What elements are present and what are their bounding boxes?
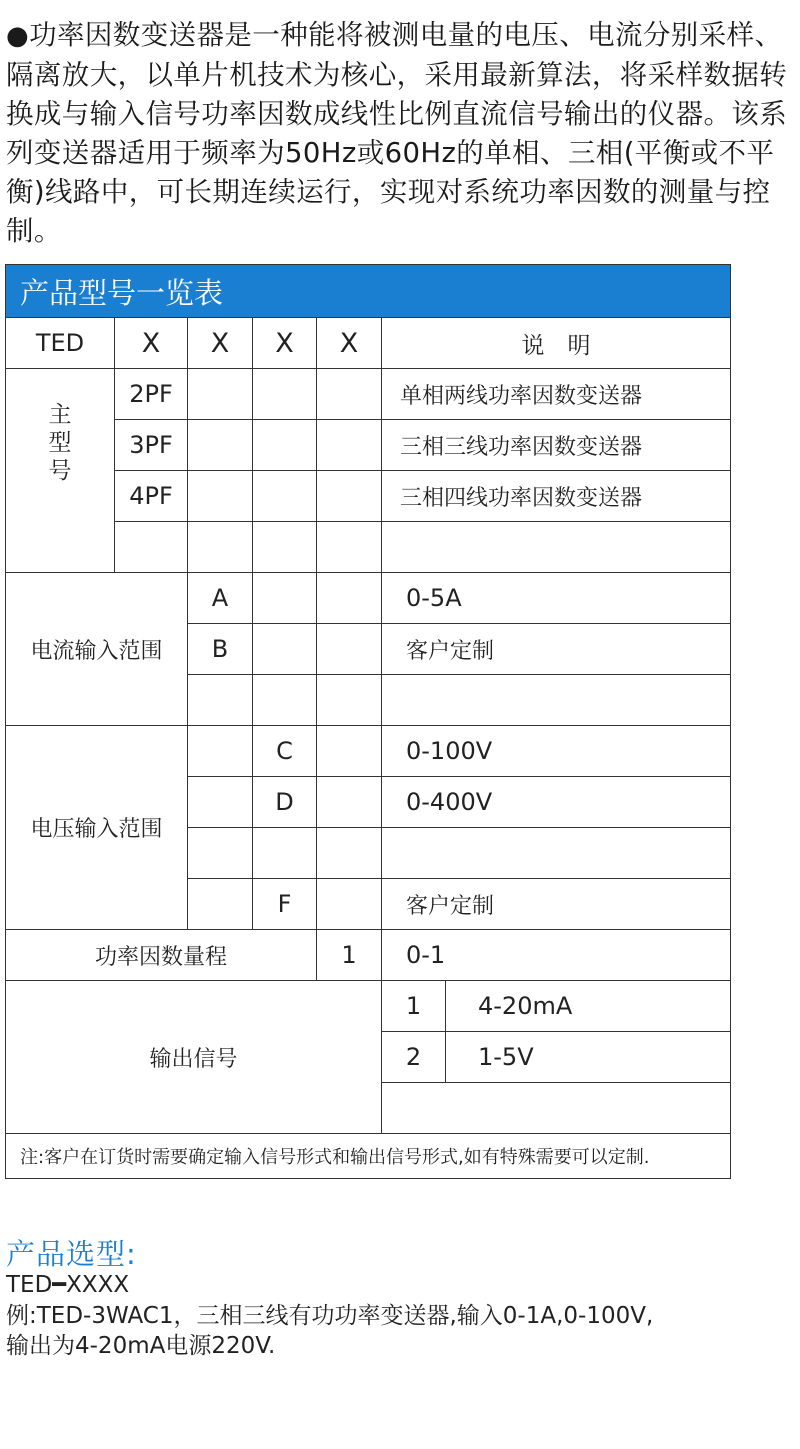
model-description: 单相两线功率因数变送器 <box>382 369 731 420</box>
main-model-label: 主型号 <box>6 369 115 573</box>
pf-range-label: 功率因数量程 <box>6 930 317 981</box>
table-row <box>6 981 731 1032</box>
output-description: 1-5V <box>446 1032 731 1083</box>
voltage-description: 0-100V <box>382 726 731 777</box>
voltage-input-label: 电压输入范围 <box>6 726 188 930</box>
bullet-icon: ● <box>6 21 30 51</box>
output-label: 输出信号 <box>6 981 382 1134</box>
voltage-code: D <box>253 777 317 828</box>
output-code: 1 <box>382 981 446 1032</box>
model-code: 4PF <box>115 471 188 522</box>
intro-paragraph <box>6 16 796 251</box>
current-input-label: 电流输入范围 <box>6 573 188 726</box>
intro-text: 功率因数变送器是一种能将被测电量的电压、电流分别采样、隔离放大，以单片机技术为核心，采用最新算法，将采样数据转换成与输入信号功率因数成线性比例直流信号输出的仪器。该系列变送器适用于频率为50Hz或60Hz的单相、三相(平衡或不平衡)线路中，可长期连续运行，实现对系统功率因数的测量与控制。 <box>6 19 788 247</box>
header-x1: X <box>115 318 188 369</box>
header-x2: X <box>188 318 253 369</box>
voltage-description: 0-400V <box>382 777 731 828</box>
header-ted: TED <box>6 318 115 369</box>
table-row <box>6 369 731 420</box>
header-x3: X <box>253 318 317 369</box>
table-title: 产品型号一览表 <box>6 265 731 318</box>
header-description: 说 明 <box>382 318 731 369</box>
model-description: 三相三线功率因数变送器 <box>382 420 731 471</box>
pf-range-code: 1 <box>317 930 382 981</box>
current-code: B <box>188 624 253 675</box>
model-code: 3PF <box>115 420 188 471</box>
current-description: 客户定制 <box>382 624 731 675</box>
model-code: 2PF <box>115 369 188 420</box>
header-x4: X <box>317 318 382 369</box>
voltage-description: 客户定制 <box>382 879 731 930</box>
table-row <box>6 420 731 471</box>
pf-range-description: 0-1 <box>382 930 731 981</box>
selection-example <box>6 1301 800 1361</box>
table-header-row <box>6 318 731 369</box>
table-note: 注:客户在订货时需要确定输入信号形式和输出信号形式,如有特殊需要可以定制. <box>6 1134 731 1179</box>
example-line-2: 输出为4-20mA电源220V. <box>6 1333 276 1359</box>
voltage-code: C <box>253 726 317 777</box>
example-line-1: 例:TED-3WAC1，三相三线有功功率变送器,输入0-1A,0-100V, <box>6 1303 654 1329</box>
current-code: A <box>188 573 253 624</box>
table-row <box>6 471 731 522</box>
output-code: 2 <box>382 1032 446 1083</box>
model-table <box>5 264 731 1179</box>
output-description: 4-20mA <box>446 981 731 1032</box>
table-row <box>6 573 731 624</box>
table-row <box>6 522 731 573</box>
table-row <box>6 930 731 981</box>
table-row <box>6 726 731 777</box>
selection-model: TED━XXXX <box>6 1272 130 1298</box>
table-note-row <box>6 1134 731 1179</box>
model-description: 三相四线功率因数变送器 <box>382 471 731 522</box>
voltage-code: F <box>253 879 317 930</box>
selection-title: 产品选型: <box>6 1237 137 1271</box>
current-description: 0-5A <box>382 573 731 624</box>
